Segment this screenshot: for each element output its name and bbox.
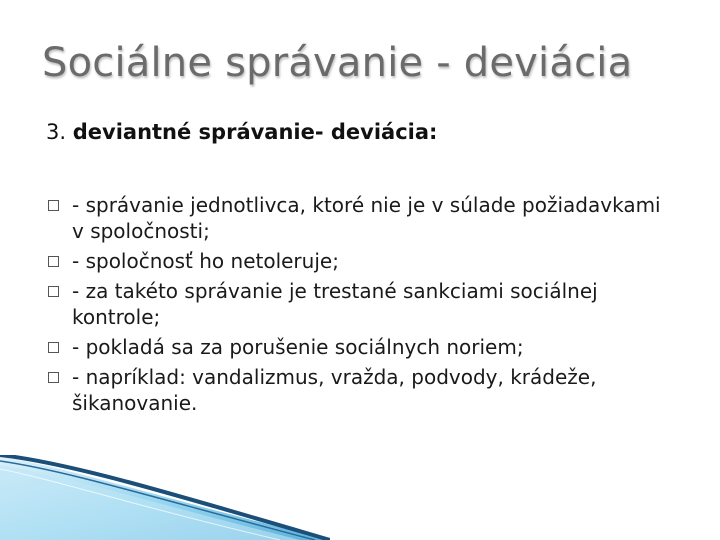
bullet-text: - správanie jednotlivca, ktoré nie je v súlade požiadavkami v spoločnosti; bbox=[72, 193, 661, 243]
bullet-item bbox=[46, 278, 666, 330]
bullet-text: - pokladá sa za porušenie sociálnych noriem; bbox=[72, 335, 524, 359]
bullet-text: - napríklad: vandalizmus, vražda, podvody, krádeže, šikanovanie. bbox=[72, 365, 597, 415]
bullet-square-icon bbox=[48, 256, 59, 267]
bullet-square-icon bbox=[48, 200, 59, 211]
bullet-item bbox=[46, 248, 666, 274]
bullet-square-icon bbox=[48, 372, 59, 383]
bullet-list bbox=[46, 192, 666, 420]
bullet-item bbox=[46, 192, 666, 244]
bullet-square-icon bbox=[48, 286, 59, 297]
decorative-wave-graphic bbox=[0, 455, 330, 540]
bullet-text: - spoločnosť ho netoleruje; bbox=[72, 249, 339, 273]
bullet-text: - za takéto správanie je trestané sankciami sociálnej kontrole; bbox=[72, 279, 598, 329]
slide-title: Sociálne správanie - deviácia bbox=[42, 40, 633, 86]
bullet-square-icon bbox=[48, 342, 59, 353]
section-heading-text: deviantné správanie- deviácia: bbox=[72, 120, 438, 144]
bullet-item bbox=[46, 364, 666, 416]
section-number: 3. bbox=[46, 120, 67, 144]
bullet-item bbox=[46, 334, 666, 360]
section-heading bbox=[46, 120, 437, 144]
